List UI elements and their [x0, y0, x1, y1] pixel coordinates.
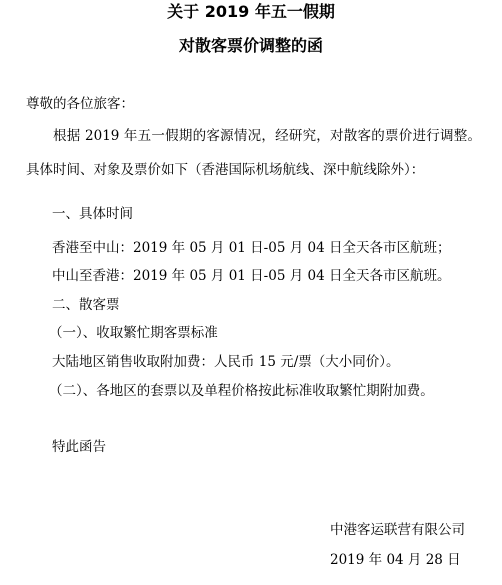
section-1-heading: 一、具体时间	[52, 206, 133, 222]
schedule-hk-to-zs: 香港至中山：2019 年 05 月 01 日-05 月 04 日全天各市区航班；	[52, 240, 451, 256]
schedule-zs-to-hk: 中山至香港：2019 年 05 月 01 日-05 月 04 日全天各市区航班。	[52, 268, 451, 284]
section-2-heading: 二、散客票	[52, 297, 120, 313]
signature-date: 2019 年 04 月 28 日	[330, 552, 461, 568]
section-2-subsection-1: （一）、收取繁忙期客票标准	[49, 325, 218, 341]
document-title-line-1: 关于 2019 年五一假期	[167, 2, 335, 21]
salutation: 尊敬的各位旅客：	[26, 96, 134, 112]
closing-remark: 特此函告	[52, 439, 106, 455]
signature-organization: 中港客运联营有限公司	[330, 522, 465, 538]
document-title-line-2: 对散客票价调整的函	[178, 36, 323, 55]
surcharge-detail: 大陆地区销售收取附加费：人民币 15 元/票（大小同价）。	[52, 354, 400, 370]
section-2-subsection-2: （二）、各地区的套票以及单程价格按此标准收取繁忙期附加费。	[49, 383, 434, 399]
intro-paragraph: 根据 2019 年五一假期的客源情况，经研究，对散客的票价进行调整。具体时间、对象及票价如下（香港国际机场航线、深中航线除外）：	[26, 128, 481, 178]
